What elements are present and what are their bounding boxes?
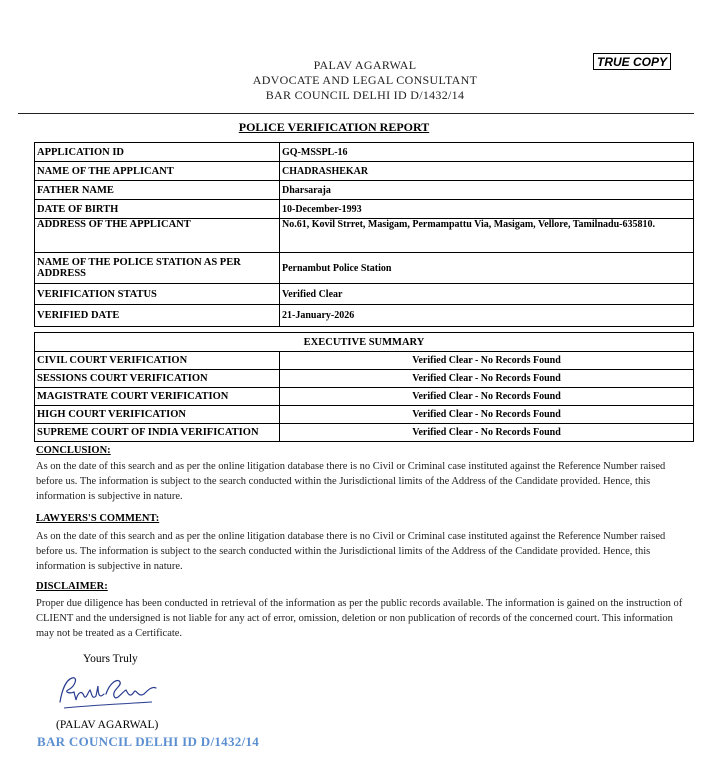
detail-label: DATE OF BIRTH	[35, 200, 280, 219]
summary-value: Verified Clear - No Records Found	[280, 424, 694, 442]
disclaimer-heading: DISCLAIMER:	[36, 581, 108, 592]
summary-label: SESSIONS COURT VERIFICATION	[35, 370, 280, 388]
details-table	[34, 142, 694, 327]
summary-value: Verified Clear - No Records Found	[280, 406, 694, 424]
table-row	[35, 253, 694, 284]
conclusion-heading: CONCLUSION:	[36, 445, 111, 456]
table-row	[35, 181, 694, 200]
lawyers-comment-heading: LAWYERS'S COMMENT:	[36, 513, 160, 524]
detail-label: NAME OF THE POLICE STATION AS PER ADDRESS	[35, 253, 280, 284]
executive-summary-heading: EXECUTIVE SUMMARY	[35, 333, 694, 352]
detail-label: VERIFIED DATE	[35, 305, 280, 327]
table-row	[35, 219, 694, 253]
closing-text: Yours Truly	[83, 653, 138, 665]
executive-summary-table	[34, 332, 694, 442]
table-row	[35, 162, 694, 181]
table-row	[35, 424, 694, 442]
table-row	[35, 352, 694, 370]
signatory-name: (PALAV AGARWAL)	[56, 719, 159, 731]
detail-label: VERIFICATION STATUS	[35, 284, 280, 305]
detail-value: CHADRASHEKAR	[280, 162, 694, 181]
disclaimer-text: Proper due diligence has been conducted in retrieval of the information as per the public records available. The information is gained on the instruction of CLIENT and the undersigned is not liable for any act of error, omission, deletion or non publication of records of the concerned court. This information may not be treated as a Certificate.	[36, 598, 683, 639]
detail-value: GQ-MSSPL-16	[280, 143, 694, 162]
conclusion-text: As on the date of this search and as per the online litigation database there is no Civil or Criminal case instituted against the Reference Number raised before us. The information is subject to the search conducted within the Jurisdictional limits of the Address of the Candidate provided. Hence, this information is subjective in nature.	[36, 461, 666, 502]
summary-value: Verified Clear - No Records Found	[280, 352, 694, 370]
detail-label: APPLICATION ID	[35, 143, 280, 162]
summary-label: MAGISTRATE COURT VERIFICATION	[35, 388, 280, 406]
detail-value: No.61, Kovil Strret, Masigam, Permampattu Via, Masigam, Vellore, Tamilnadu-635810.	[280, 219, 694, 253]
table-row	[35, 370, 694, 388]
header-designation: ADVOCATE AND LEGAL CONSULTANT	[252, 73, 478, 87]
signature-image	[52, 672, 162, 714]
true-copy-stamp: TRUE COPY	[593, 53, 671, 70]
header-divider	[18, 113, 694, 114]
detail-label: ADDRESS OF THE APPLICANT	[35, 219, 280, 253]
summary-label: HIGH COURT VERIFICATION	[35, 406, 280, 424]
table-row	[35, 406, 694, 424]
detail-value: 21-January-2026	[280, 305, 694, 327]
detail-value: Dharsaraja	[280, 181, 694, 200]
detail-value: 10-December-1993	[280, 200, 694, 219]
summary-value: Verified Clear - No Records Found	[280, 370, 694, 388]
detail-label: NAME OF THE APPLICANT	[35, 162, 280, 181]
detail-value: Pernambut Police Station	[280, 253, 694, 284]
table-row	[35, 305, 694, 327]
signatory-bar-id: BAR COUNCIL DELHI ID D/1432/14	[37, 734, 260, 749]
table-row	[35, 284, 694, 305]
header-bar-id: BAR COUNCIL DELHI ID D/1432/14	[265, 88, 465, 102]
summary-label: SUPREME COURT OF INDIA VERIFICATION	[35, 424, 280, 442]
detail-value: Verified Clear	[280, 284, 694, 305]
summary-label: CIVIL COURT VERIFICATION	[35, 352, 280, 370]
table-row	[35, 200, 694, 219]
table-row	[35, 143, 694, 162]
table-row	[35, 333, 694, 352]
summary-value: Verified Clear - No Records Found	[280, 388, 694, 406]
header-name: PALAV AGARWAL	[313, 58, 417, 72]
report-title: POLICE VERIFICATION REPORT	[238, 120, 430, 134]
detail-label: FATHER NAME	[35, 181, 280, 200]
lawyers-comment-text: As on the date of this search and as per the online litigation database there is no Civil or Criminal case instituted against the Reference Number raised before us. The information is subject to the search conducted within the Jurisdictional limits of the Address of the Candidate provided. Hence, this information is subjective in nature.	[36, 531, 666, 572]
table-row	[35, 388, 694, 406]
